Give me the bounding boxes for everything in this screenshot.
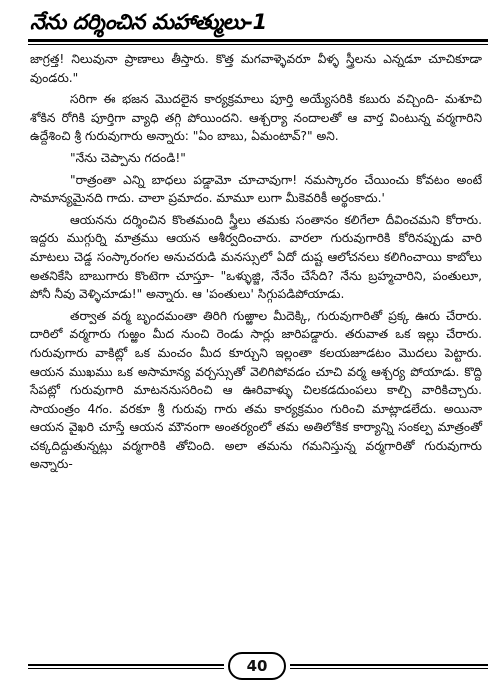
header-rule-thick [28,39,488,42]
page-number: 40 [228,652,286,680]
page-footer [28,650,488,690]
header-rule-thin [28,44,488,45]
book-title: నేను దర్శించిన మహాత్ములు-1 [30,10,267,34]
paragraph: ఆయనను దర్శించిన కొంతమంది స్త్రీలు తమకు సంతానం కలిగేలా దీవించమని కోరారు. ఇద్దరు ముగ్గుర్ని మాత్రము ఆయన ఆశీర్వదించారు. వారలా గురువుగారికి కోరినప్పుడు వారి మాటలు చెడ్డ సంస్కారంగల అనుచరుడి మనస్సులో ఏదో దుష్ట ఆలోచనలు కలిగించాయి కాబోలు అతనికేసి బాబుగారు కొంటెగా చూస్తూ- "ఒళ్ళుజ్జి, నేనేం చేసేది? నేను బ్రహ్మచారిని, పంతులూ, పోనీ నీవు వెళ్ళిచూడు!" అన్నారు. ఆ 'పంతులు' సిగ్గుపడిపోయాడు. [30,212,482,302]
paragraph: "నేను చెప్పాను గదండి!" [70,150,186,165]
paragraph: తర్వాత వర్మ బృందమంతా తిరిగి గుఱ్ఱాల మీదెక్కి, గురువుగారితో ప్రక్క ఊరు చేరారు. దారిలో వర్మగారు గుఱ్ఱం మీద నుంచి రెండు సార్లు జారిపడ్డారు. తరువాత ఒక ఇల్లు చేరారు. గురువుగారు వాకిట్లో ఒక మంచం మీద కూర్చుని ఇల్లంతా కలయజూడటం మొదలు పెట్టారు. ఆయన ముఖము ఒక అసామాన్య వర్చస్సుతో వెలిగిపోవడం చూచి వర్మ ఆశ్చర్య పోయాడు. కొద్ది సేపట్లో గురువుగారి మాటననుసరించి ఆ ఊరివాళ్ళు చిలకడదుంపలు కాల్చి వారికిచ్చారు. సాయంత్రం 4గం. వరకూ శ్రీ గురువు గారు తమ కార్యక్రమం గురించి మాట్లాడలేదు. అయినా ఆయన వైఖరి చూస్తే ఆయన మౌనంగా అంతర్యంలో తమ అతిలోకిక కార్యాన్ని సంకల్ప మాత్రంతో చక్కదిద్దుతున్నట్లు వర్మగారికి తోచింది. అలా తమను గమనిస్తున్న వర్మగారితో గురువుగారు అన్నారు- [30,308,482,472]
page-body [30,50,482,477]
footer-rule-right [290,664,488,666]
paragraph: "రాత్రంతా ఎన్ని బాధలు పడ్డామో చూచావుగా! నమస్కారం చేయించు కోవటం అంటే సామాన్యమైనది గాదు. చాలా ప్రమాదం. మామూ లుగా మీకెవరికీ అర్థంకాదు.' [30,172,482,206]
footer-rule-left [28,664,224,666]
paragraph: సరిగా ఈ భజన మొదలైన కార్యక్రమాలు పూర్తి అయ్యేసరికి కబురు వచ్చింది- మశూచి శోకిన రోగికి పూర్తిగా వ్యాధి తగ్గి పోయిందని. ఆశ్చర్యా నందాలతో ఆ వార్త వింటున్న వర్మగారిని ఉద్దేశించి శ్రీ గురువుగారు అన్నారు: "ఏం బాబు, ఏమంటావ్?" అని. [30,92,482,144]
footer-rule-left-thin [28,668,224,669]
footer-rule-right-thin [290,668,488,669]
page-header [28,8,488,42]
paragraph: జాగ్రత్త! నిలువునా ప్రాణాలు తీస్తారు. కొత్త మగవాళ్ళెవరూ వీళ్ళ స్త్రీలను ఎన్నడూ చూచికూడా వుండరు." [30,52,482,85]
